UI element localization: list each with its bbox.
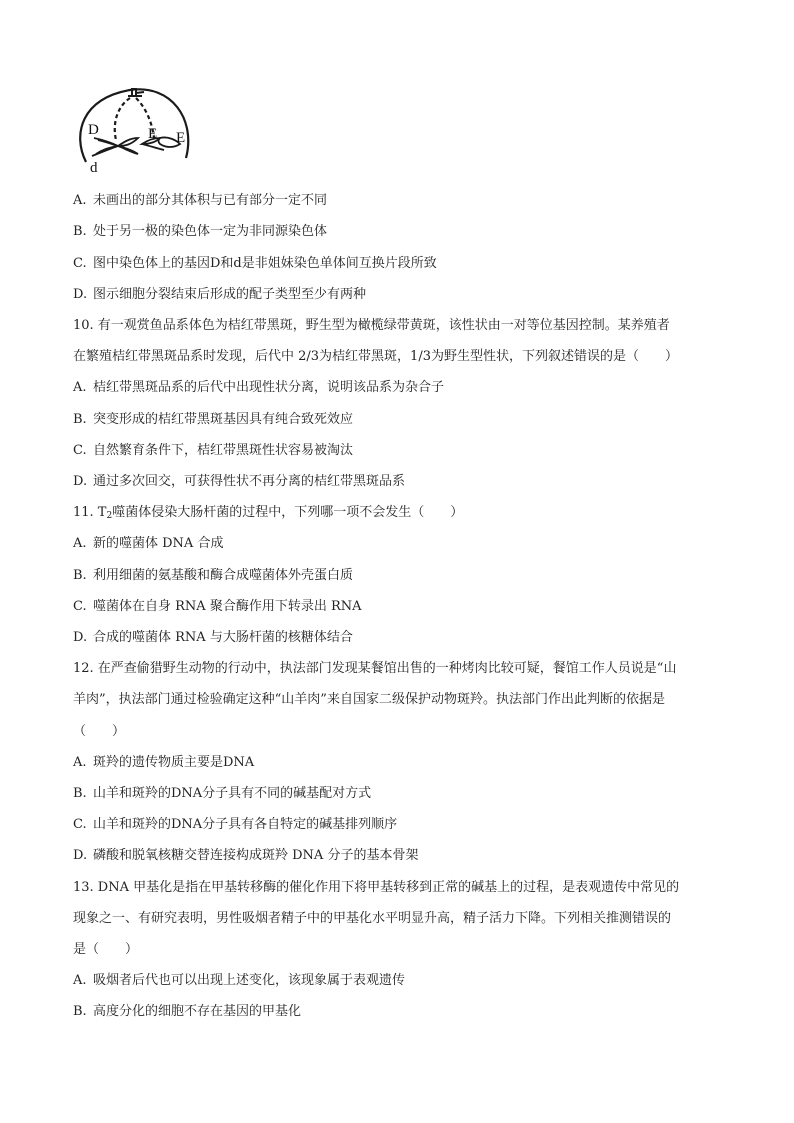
chromosome-left xyxy=(92,138,138,156)
q12-stem-line2: 羊肉”，执法部门通过检验确定这种“山羊肉”来自国家二级保护动物斑羚。执法部门作出此判断的依据是 xyxy=(73,692,665,707)
option-letter: D. xyxy=(73,630,88,645)
option-letter: D. xyxy=(73,848,88,863)
q10-option-a xyxy=(73,378,444,398)
q12-option-b xyxy=(73,784,371,804)
q11-stem-suffix: 噬菌体侵染大肠杆菌的过程中，下列哪一项不会发生（ ） xyxy=(112,505,464,520)
q12-option-d xyxy=(73,846,418,866)
q12-stem-line1: 12. 在严查偷猎野生动物的行动中，执法部门发现某餐馆出售的一种烤肉比较可疑，餐馆工作人员说是“山 xyxy=(73,661,677,676)
option-text: 磷酸和脱氧核糖交替连接构成斑羚 DNA 分子的基本骨架 xyxy=(93,848,419,863)
option-text: 图中染色体上的基因D和d是非姐妹染色单体间互换片段所致 xyxy=(93,256,437,271)
option-letter: B. xyxy=(73,224,87,239)
option-text: 山羊和斑羚的DNA分子具有各自特定的碱基排列顺序 xyxy=(93,817,398,832)
option-text: 自然繁育条件下，桔红带黑斑性状容易被淘汰 xyxy=(93,443,354,458)
option-letter: C. xyxy=(73,256,87,271)
option-text: 图示细胞分裂结束后形成的配子类型至少有两种 xyxy=(93,287,367,302)
option-text: 突变形成的桔红带黑斑基因具有纯合致死效应 xyxy=(93,412,354,427)
q13-stem-line1: 13. DNA 甲基化是指在甲基转移酶的催化作用下将甲基转移到正常的碱基上的过程，是表观遗传中常见的 xyxy=(73,880,680,895)
gene-label-d: d xyxy=(90,160,98,176)
gene-label-E-left: E xyxy=(148,126,158,142)
option-letter: C. xyxy=(73,599,87,614)
option-letter: A. xyxy=(73,380,87,395)
q13-stem-line3: 是（ ） xyxy=(73,942,139,957)
q11-option-d xyxy=(73,628,353,648)
q9-option-c xyxy=(73,254,437,274)
q9-option-d xyxy=(73,285,366,305)
option-letter: B. xyxy=(73,568,87,583)
q10-option-c xyxy=(73,441,353,461)
option-text: 未画出的部分其体积与已有部分一定不同 xyxy=(93,193,328,208)
option-text: 斑羚的遗传物质主要是DNA xyxy=(93,755,255,770)
option-text: 利用细菌的氨基酸和酶合成噬菌体外壳蛋白质 xyxy=(93,568,354,583)
option-letter: B. xyxy=(73,1004,87,1019)
q11-stem xyxy=(73,503,463,526)
option-letter: A. xyxy=(73,536,87,551)
q11-option-a xyxy=(73,534,223,554)
option-letter: B. xyxy=(73,412,87,427)
option-text: 桔红带黑斑品系的后代中出现性状分离，说明该品系为杂合子 xyxy=(93,380,445,395)
q12-option-a xyxy=(73,753,254,773)
q10-option-d xyxy=(73,472,405,492)
q13-option-a xyxy=(73,971,405,991)
q11-stem-prefix: 11. T xyxy=(73,505,107,520)
option-text: 处于另一极的染色体一定为非同源染色体 xyxy=(93,224,328,239)
option-letter: D. xyxy=(73,474,88,489)
option-text: 山羊和斑羚的DNA分子具有不同的碱基配对方式 xyxy=(93,786,372,801)
option-letter: C. xyxy=(73,443,87,458)
option-letter: B. xyxy=(73,786,87,801)
option-text: 噬菌体在自身 RNA 聚合酶作用下转录出 RNA xyxy=(93,599,362,614)
option-letter: A. xyxy=(73,973,87,988)
option-text: 新的噬菌体 DNA 合成 xyxy=(93,536,224,551)
option-letter: A. xyxy=(73,193,87,208)
option-text: 高度分化的细胞不存在基因的甲基化 xyxy=(93,1004,302,1019)
q10-option-b xyxy=(73,410,353,430)
q10-stem-line1: 10. 有一观赏鱼品系体色为桔红带黑斑，野生型为橄榄绿带黄斑，该性状由一对等位基因控制。某养殖者 xyxy=(73,318,670,333)
q9-option-b xyxy=(73,222,327,242)
q11-option-b xyxy=(73,566,353,586)
option-text: 通过多次回交，可获得性状不再分离的桔红带黑斑品系 xyxy=(93,474,406,489)
spindle-fiber-left xyxy=(115,98,130,140)
q9-option-a xyxy=(73,191,327,211)
q12-stem-line3: （ ） xyxy=(73,724,126,739)
q11-stem-subscript: 2 xyxy=(106,511,113,521)
q13-stem-line2: 现象之一、有研究表明，男性吸烟者精子中的甲基化水平明显升高，精子活力下降。下列相关推测错误的 xyxy=(73,911,672,926)
gene-label-E-right: E xyxy=(176,130,186,146)
option-letter: A. xyxy=(73,755,87,770)
cell-division-figure xyxy=(72,82,192,178)
gene-label-D: D xyxy=(88,122,99,138)
option-text: 合成的噬菌体 RNA 与大肠杆菌的核糖体结合 xyxy=(93,630,353,645)
cell-diagram xyxy=(72,82,192,178)
q13-option-b xyxy=(73,1002,301,1022)
option-text: 吸烟者后代也可以出现上述变化，该现象属于表观遗传 xyxy=(93,973,406,988)
option-letter: D. xyxy=(73,287,88,302)
q12-option-c xyxy=(73,815,397,835)
q11-option-c xyxy=(73,597,362,617)
q10-stem-line2: 在繁殖桔红带黑斑品系时发现，后代中 2/3为桔红带黑斑，1/3为野生型性状，下列叙述错误的是（ ） xyxy=(73,349,678,364)
option-letter: C. xyxy=(73,817,87,832)
